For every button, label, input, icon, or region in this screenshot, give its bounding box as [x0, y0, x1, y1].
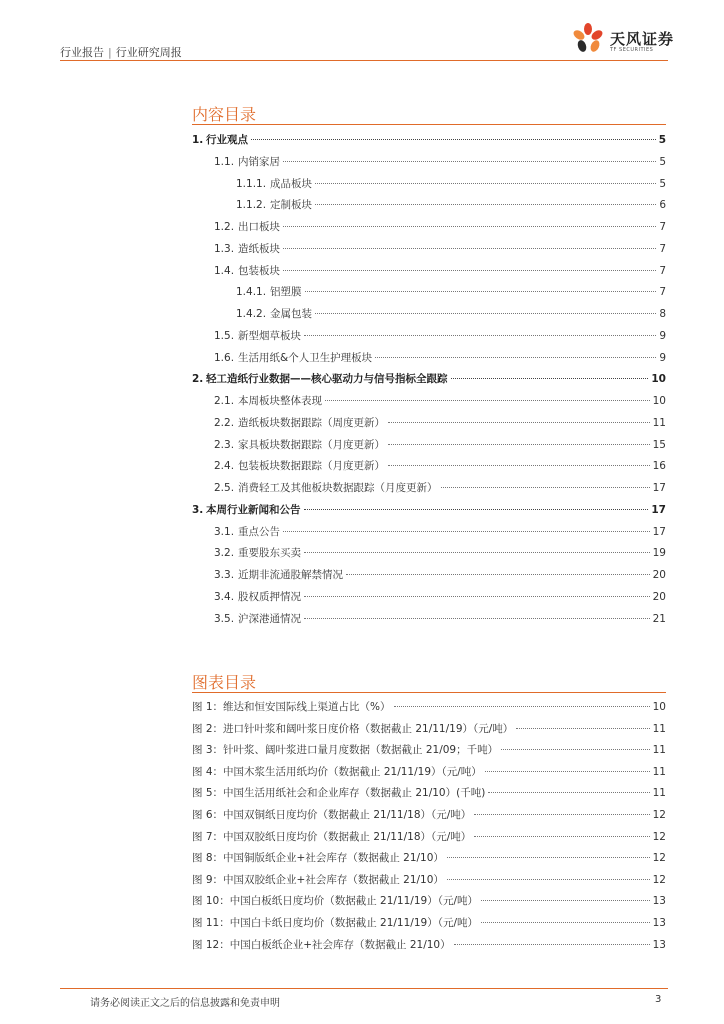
toc-entry[interactable]: [236, 306, 666, 321]
toc-entry-label: 家具板块数据跟踪（月度更新）: [238, 438, 385, 451]
figure-entry-label: 图 6：中国双铜纸日度均价（数据截止 21/11/18）（元/吨）: [192, 809, 472, 821]
figure-entry-label: 图 9：中国双胶纸企业+社会库存（数据截止 21/10）: [192, 873, 444, 886]
figure-entry-label: 图 10：中国白板纸日度均价（数据截止 21/11/19）（元/吨）: [192, 895, 478, 908]
figure-entry-label: 图 12：中国白板纸企业+社会库存（数据截止 21/10）: [192, 938, 451, 951]
toc-title-rule: [192, 124, 666, 125]
figure-entry[interactable]: [192, 872, 666, 887]
leader-dots: [283, 226, 656, 227]
leader-dots: [481, 900, 650, 901]
leader-dots: [454, 944, 650, 945]
company-logo: [568, 20, 678, 58]
toc-entry[interactable]: [192, 371, 666, 386]
leader-dots: [447, 879, 650, 880]
leader-dots: [441, 487, 650, 488]
toc-entry-page: 21: [652, 612, 666, 625]
toc-entry[interactable]: [214, 524, 666, 539]
leader-dots: [485, 771, 650, 772]
leader-dots: [388, 422, 650, 423]
figure-entry[interactable]: [192, 785, 666, 800]
leader-dots: [283, 531, 650, 532]
toc-entry-page: 17: [652, 525, 666, 538]
toc-entry-number: 2.4.: [214, 460, 235, 473]
toc-entry-page: 7: [659, 221, 666, 233]
toc-entry-page: 16: [652, 460, 666, 473]
toc-entry[interactable]: [214, 458, 666, 473]
leader-dots: [501, 749, 650, 750]
toc-entry-number: 3.: [192, 503, 204, 516]
figure-entry-label: 图 5：中国生活用纸社会和企业库存（数据截止 21/10）(千吨): [192, 787, 486, 800]
toc-entry-number: 1.4.1.: [236, 286, 267, 299]
leader-dots: [304, 596, 650, 597]
figure-entry-page: 13: [652, 917, 666, 929]
toc-entry-number: 1.4.: [214, 264, 235, 277]
toc-entry[interactable]: [214, 350, 666, 365]
leader-dots: [447, 857, 650, 858]
leader-dots: [481, 922, 650, 923]
toc-title: 内容目录: [192, 105, 257, 124]
leader-dots: [305, 291, 657, 292]
figure-entry-label: 图 1：维达和恒安国际线上渠道占比（%）: [192, 701, 391, 713]
toc-entry-page: 7: [659, 264, 666, 277]
toc-entry[interactable]: [214, 219, 666, 234]
figures-title: 图表目录: [192, 673, 257, 692]
toc-entry[interactable]: [192, 502, 666, 517]
toc-entry[interactable]: [214, 328, 666, 343]
figure-entry-page: 11: [652, 787, 666, 800]
figure-entry[interactable]: [192, 850, 666, 865]
leader-dots: [346, 574, 650, 575]
toc-entry[interactable]: [214, 545, 666, 560]
toc-entry[interactable]: [214, 154, 666, 169]
leader-dots: [283, 248, 656, 249]
toc-entry-label: 出口板块: [238, 221, 280, 233]
toc-entry-page: 5: [658, 134, 666, 146]
toc-entry-number: 3.1.: [214, 525, 235, 538]
toc-entry[interactable]: [214, 437, 666, 452]
figure-entry-label: 图 3：针叶浆、阔叶浆进口量月度数据（数据截止 21/09；千吨）: [192, 744, 499, 757]
footer-divider: [60, 988, 668, 989]
toc-entry[interactable]: [214, 567, 666, 582]
figure-entry[interactable]: [192, 893, 666, 908]
toc-entry-page: 10: [652, 395, 666, 407]
leader-dots: [304, 618, 650, 619]
toc-entry-number: 2.5.: [214, 482, 235, 494]
toc-entry[interactable]: [214, 263, 666, 278]
figure-entry-label: 图 7：中国双胶纸日度均价（数据截止 21/11/18）（元/吨）: [192, 830, 472, 843]
toc-entry-page: 20: [652, 569, 666, 581]
toc-entry-page: 17: [651, 503, 666, 516]
toc-entry-page: 17: [652, 482, 666, 494]
toc-entry-number: 1.1.1.: [236, 177, 267, 190]
leader-dots: [325, 400, 650, 401]
figure-entry-page: 12: [652, 830, 666, 843]
toc-entry-page: 5: [659, 155, 666, 168]
figure-entry-page: 12: [652, 873, 666, 886]
report-type-label: 行业报告: [60, 46, 104, 59]
toc-entry[interactable]: [214, 393, 666, 408]
toc-entry-label: 成品板块: [270, 177, 312, 190]
toc-entry[interactable]: [214, 480, 666, 495]
toc-entry-number: 3.5.: [214, 612, 235, 625]
figure-entry-page: 11: [652, 722, 666, 735]
figure-entry[interactable]: [192, 807, 666, 822]
leader-dots: [315, 183, 656, 184]
toc-entry-label: 铝塑膜: [270, 286, 302, 299]
figure-entry-label: 图 4：中国木浆生活用纸均价（数据截止 21/11/19）（元/吨）: [192, 765, 482, 778]
figure-entry-page: 12: [652, 809, 666, 821]
figure-entry[interactable]: [192, 721, 666, 736]
toc-entry-page: 7: [659, 286, 666, 299]
leader-dots: [488, 792, 649, 793]
toc-entry-number: 3.2.: [214, 547, 235, 560]
toc-entry-label: 近期非流通股解禁情况: [238, 569, 343, 581]
header-separator: |: [108, 46, 112, 59]
toc-entry-page: 11: [652, 416, 666, 429]
figure-entry[interactable]: [192, 764, 666, 779]
toc-entry-number: 1.2.: [214, 221, 235, 233]
leader-dots: [451, 378, 649, 379]
toc-entry-number: 1.4.2.: [236, 308, 267, 320]
flower-logo-icon: [568, 20, 608, 60]
footer-disclaimer: 请务必阅读正文之后的信息披露和免责申明: [90, 998, 280, 1009]
logo-text-cn: 天风证券: [610, 30, 675, 48]
toc-entry-number: 2.: [192, 373, 204, 386]
figure-entry-label: 图 11：中国白卡纸日度均价（数据截止 21/11/19）（元/吨）: [192, 917, 478, 929]
toc-entry-page: 7: [659, 242, 666, 255]
toc-entry-label: 造纸板块: [238, 242, 280, 255]
figure-entry-page: 13: [652, 895, 666, 908]
leader-dots: [516, 728, 649, 729]
toc-entry-label: 轻工造纸行业数据——核心驱动力与信号指标全跟踪: [206, 373, 448, 386]
toc-entry[interactable]: [214, 241, 666, 256]
figure-entry-label: 图 2：进口针叶浆和阔叶浆日度价格（数据截止 21/11/19）（元/吨）: [192, 722, 514, 735]
toc-entry-number: 3.3.: [214, 569, 235, 581]
leader-dots: [251, 139, 656, 140]
toc-entry-page: 20: [652, 590, 666, 603]
figure-entry[interactable]: [192, 915, 666, 930]
figures-title-rule: [192, 692, 666, 693]
toc-entry[interactable]: [214, 611, 666, 626]
figure-entry-page: 10: [652, 701, 666, 713]
leader-dots: [304, 552, 650, 553]
toc-entry[interactable]: [214, 589, 666, 604]
toc-entry-label: 内销家居: [238, 155, 280, 168]
toc-entry-page: 6: [659, 199, 666, 212]
leader-dots: [388, 444, 650, 445]
toc-entry-page: 15: [652, 438, 666, 451]
leader-dots: [283, 161, 656, 162]
toc-entry-number: 1.1.: [214, 155, 235, 168]
toc-entry-label: 包装板块: [238, 264, 280, 277]
report-subtype-label: 行业研究周报: [115, 46, 182, 59]
toc-entry-label: 造纸板块数据跟踪（周度更新）: [238, 416, 385, 429]
toc-entry-number: 2.2.: [214, 416, 235, 429]
toc-entry-page: 9: [659, 329, 666, 342]
toc-entry-number: 1.: [192, 134, 204, 146]
toc-entry[interactable]: [236, 176, 666, 191]
toc-entry-label: 重要股东买卖: [238, 547, 301, 560]
toc-entry-label: 沪深港通情况: [238, 612, 301, 625]
leader-dots: [474, 836, 649, 837]
toc-entry-label: 本周板块整体表现: [238, 395, 322, 407]
logo-text-en: TF SECURITIES: [610, 47, 654, 53]
header-divider: [60, 60, 668, 61]
toc-entry-number: 3.4.: [214, 590, 235, 603]
toc-entry[interactable]: [236, 197, 666, 212]
figure-entry-page: 13: [652, 938, 666, 951]
leader-dots: [315, 204, 656, 205]
toc-entry[interactable]: [192, 132, 666, 147]
toc-entry-page: 8: [659, 308, 666, 320]
leader-dots: [474, 814, 649, 815]
leader-dots: [304, 335, 656, 336]
toc-entry-label: 新型烟草板块: [238, 329, 301, 342]
toc-entry-number: 1.5.: [214, 329, 235, 342]
figure-entry-page: 11: [652, 765, 666, 778]
figure-entry[interactable]: [192, 742, 666, 757]
toc-entry-number: 1.3.: [214, 242, 235, 255]
toc-entry-page: 10: [651, 373, 666, 386]
figure-entry[interactable]: [192, 699, 666, 714]
toc-entry-page: 5: [659, 177, 666, 190]
leader-dots: [388, 465, 650, 466]
figure-entry[interactable]: [192, 829, 666, 844]
leader-dots: [283, 270, 656, 271]
figure-entry-label: 图 8：中国铜版纸企业+社会库存（数据截止 21/10）: [192, 852, 444, 865]
report-type: [60, 44, 182, 60]
toc-entry-label: 生活用纸&个人卫生护理板块: [238, 351, 373, 364]
figure-entry[interactable]: [192, 937, 666, 952]
toc-entry-label: 行业观点: [206, 134, 248, 146]
toc-entry-page: 9: [659, 351, 666, 364]
toc-entry[interactable]: [214, 415, 666, 430]
page-header: [60, 20, 675, 62]
toc-entry-page: 19: [652, 547, 666, 560]
toc-entry-label: 包装板块数据跟踪（月度更新）: [238, 460, 385, 473]
leader-dots: [315, 313, 656, 314]
figure-entry-page: 12: [652, 852, 666, 865]
leader-dots: [375, 357, 656, 358]
toc-entry-label: 金属包装: [270, 308, 312, 320]
toc-entry-number: 2.3.: [214, 438, 235, 451]
toc-entry-number: 1.6.: [214, 351, 235, 364]
toc-entry-label: 消费轻工及其他板块数据跟踪（月度更新）: [238, 482, 438, 494]
toc-entry-label: 重点公告: [238, 525, 280, 538]
leader-dots: [394, 706, 650, 707]
toc-entry[interactable]: [236, 284, 666, 299]
leader-dots: [304, 509, 649, 510]
figure-entry-page: 11: [652, 744, 666, 757]
page-number: 3: [655, 994, 662, 1005]
toc-entry-number: 2.1.: [214, 395, 235, 407]
toc-entry-label: 股权质押情况: [238, 590, 301, 603]
toc-entry-label: 本周行业新闻和公告: [206, 503, 301, 516]
toc-entry-number: 1.1.2.: [236, 199, 267, 212]
toc-entry-label: 定制板块: [270, 199, 312, 212]
